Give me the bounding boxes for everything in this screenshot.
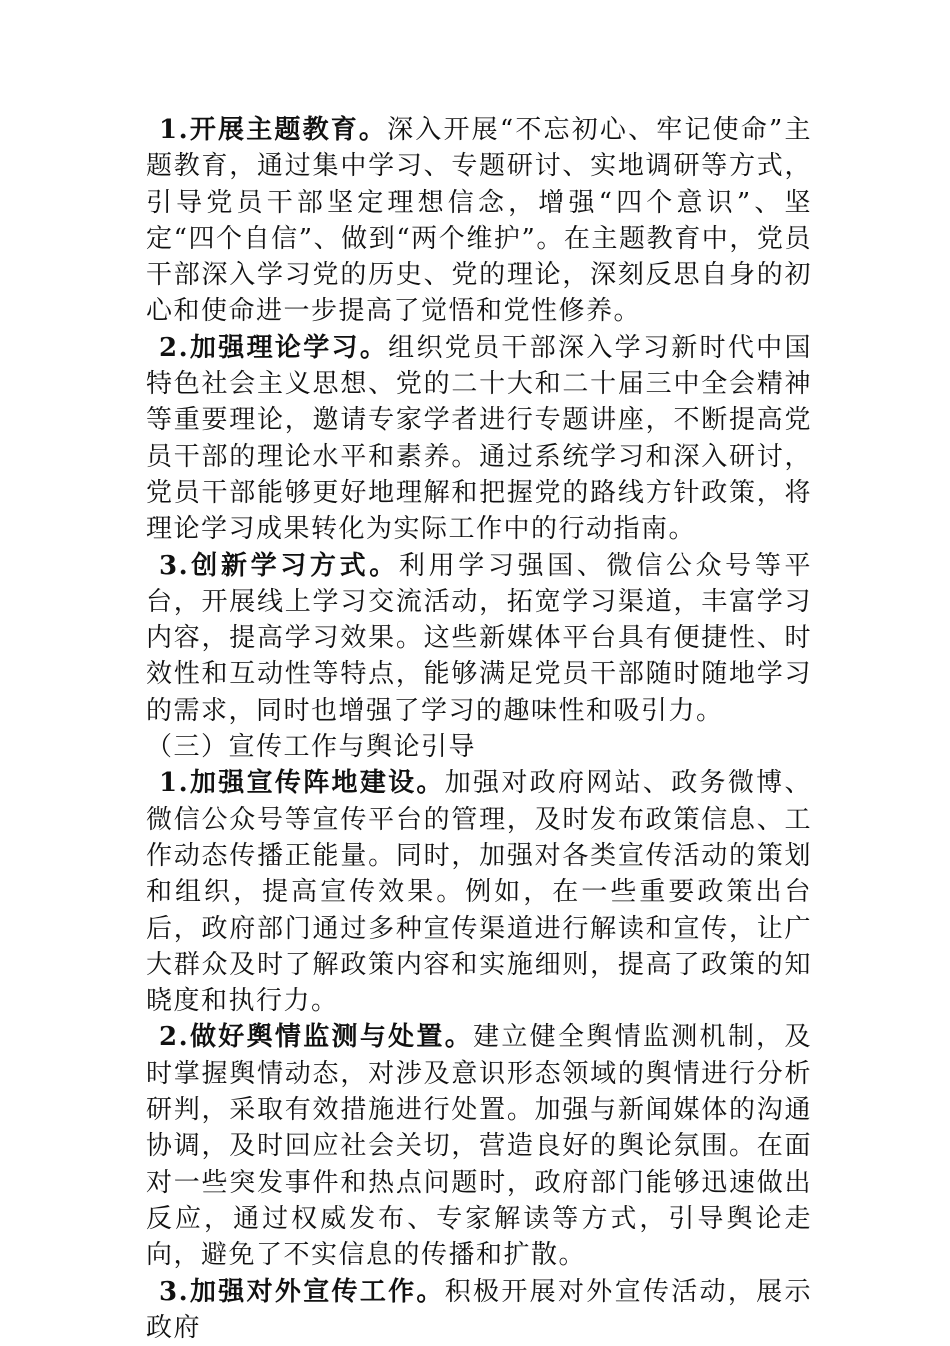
section-heading	[146, 729, 812, 765]
paragraph-text: 深入开展“不忘初心、牢记使命”主题教育，通过集中学习、专题研讨、实地调研等方式，引导党员干部坚定理想信念，增强“四个意识”、坚定“四个自信”、做到“两个维护”。在主题教育中，党员干部深入学习党的历史、党的理论，深刻反思自身的初心和使命进一步提高了觉悟和党性修养。	[146, 115, 812, 326]
paragraph-propaganda-positions	[146, 765, 812, 1019]
paragraph-theory-study	[146, 330, 812, 548]
paragraph-text: 组织党员干部深入学习新时代中国特色社会主义思想、党的二十大和二十届三中全会精神等重要理论，邀请专家学者进行专题讲座，不断提高党员干部的理论水平和素养。通过系统学习和深入研讨，党员干部能够更好地理解和把握党的路线方针政策，将理论学习成果转化为实际工作中的行动指南。	[146, 333, 812, 544]
paragraph-public-opinion	[146, 1019, 812, 1273]
paragraph-lead: 1.加强宣传阵地建设。	[159, 768, 445, 798]
paragraph-text: 加强对政府网站、政务微博、微信公众号等宣传平台的管理，及时发布政策信息、工作动态传播正能量。同时，加强对各类宣传活动的策划和组织，提高宣传效果。例如，在一些重要政策出台后，政府部门通过多种宣传渠道进行解读和宣传，让广大群众及时了解政策内容和实施细则，提高了政策的知晓度和执行力。	[146, 768, 812, 1016]
paragraph-text: 积极开展对外宣传活动，展示政府	[146, 1277, 812, 1343]
paragraph-innovate-learning	[146, 548, 812, 729]
paragraph-lead: 3.加强对外宣传工作。	[159, 1277, 445, 1307]
section-heading-text: （三）宣传工作与舆论引导	[146, 729, 476, 765]
paragraph-text: 建立健全舆情监测机制，及时掌握舆情动态，对涉及意识形态领域的舆情进行分析研判，采取有效措施进行处置。加强与新闻媒体的沟通协调，及时回应社会关切，营造良好的舆论氛围。在面对一些突发事件和热点问题时，政府部门能够迅速做出反应，通过权威发布、专家解读等方式，引导舆论走向，避免了不实信息的传播和扩散。	[146, 1022, 812, 1270]
paragraph-text: 利用学习强国、微信公众号等平台，开展线上学习交流活动，拓宽学习渠道，丰富学习内容，提高学习效果。这些新媒体平台具有便捷性、时效性和互动性等特点，能够满足党员干部随时随地学习的需求，同时也增强了学习的趣味性和吸引力。	[146, 551, 812, 726]
paragraph-lead: 3.创新学习方式。	[159, 551, 399, 581]
paragraph-lead: 1.开展主题教育。	[159, 115, 387, 145]
paragraph-lead: 2.加强理论学习。	[159, 333, 388, 363]
paragraph-external-publicity	[146, 1274, 812, 1346]
document-body	[146, 112, 812, 1346]
paragraph-lead: 2.做好舆情监测与处置。	[159, 1022, 473, 1052]
paragraph-theme-education	[146, 112, 812, 330]
